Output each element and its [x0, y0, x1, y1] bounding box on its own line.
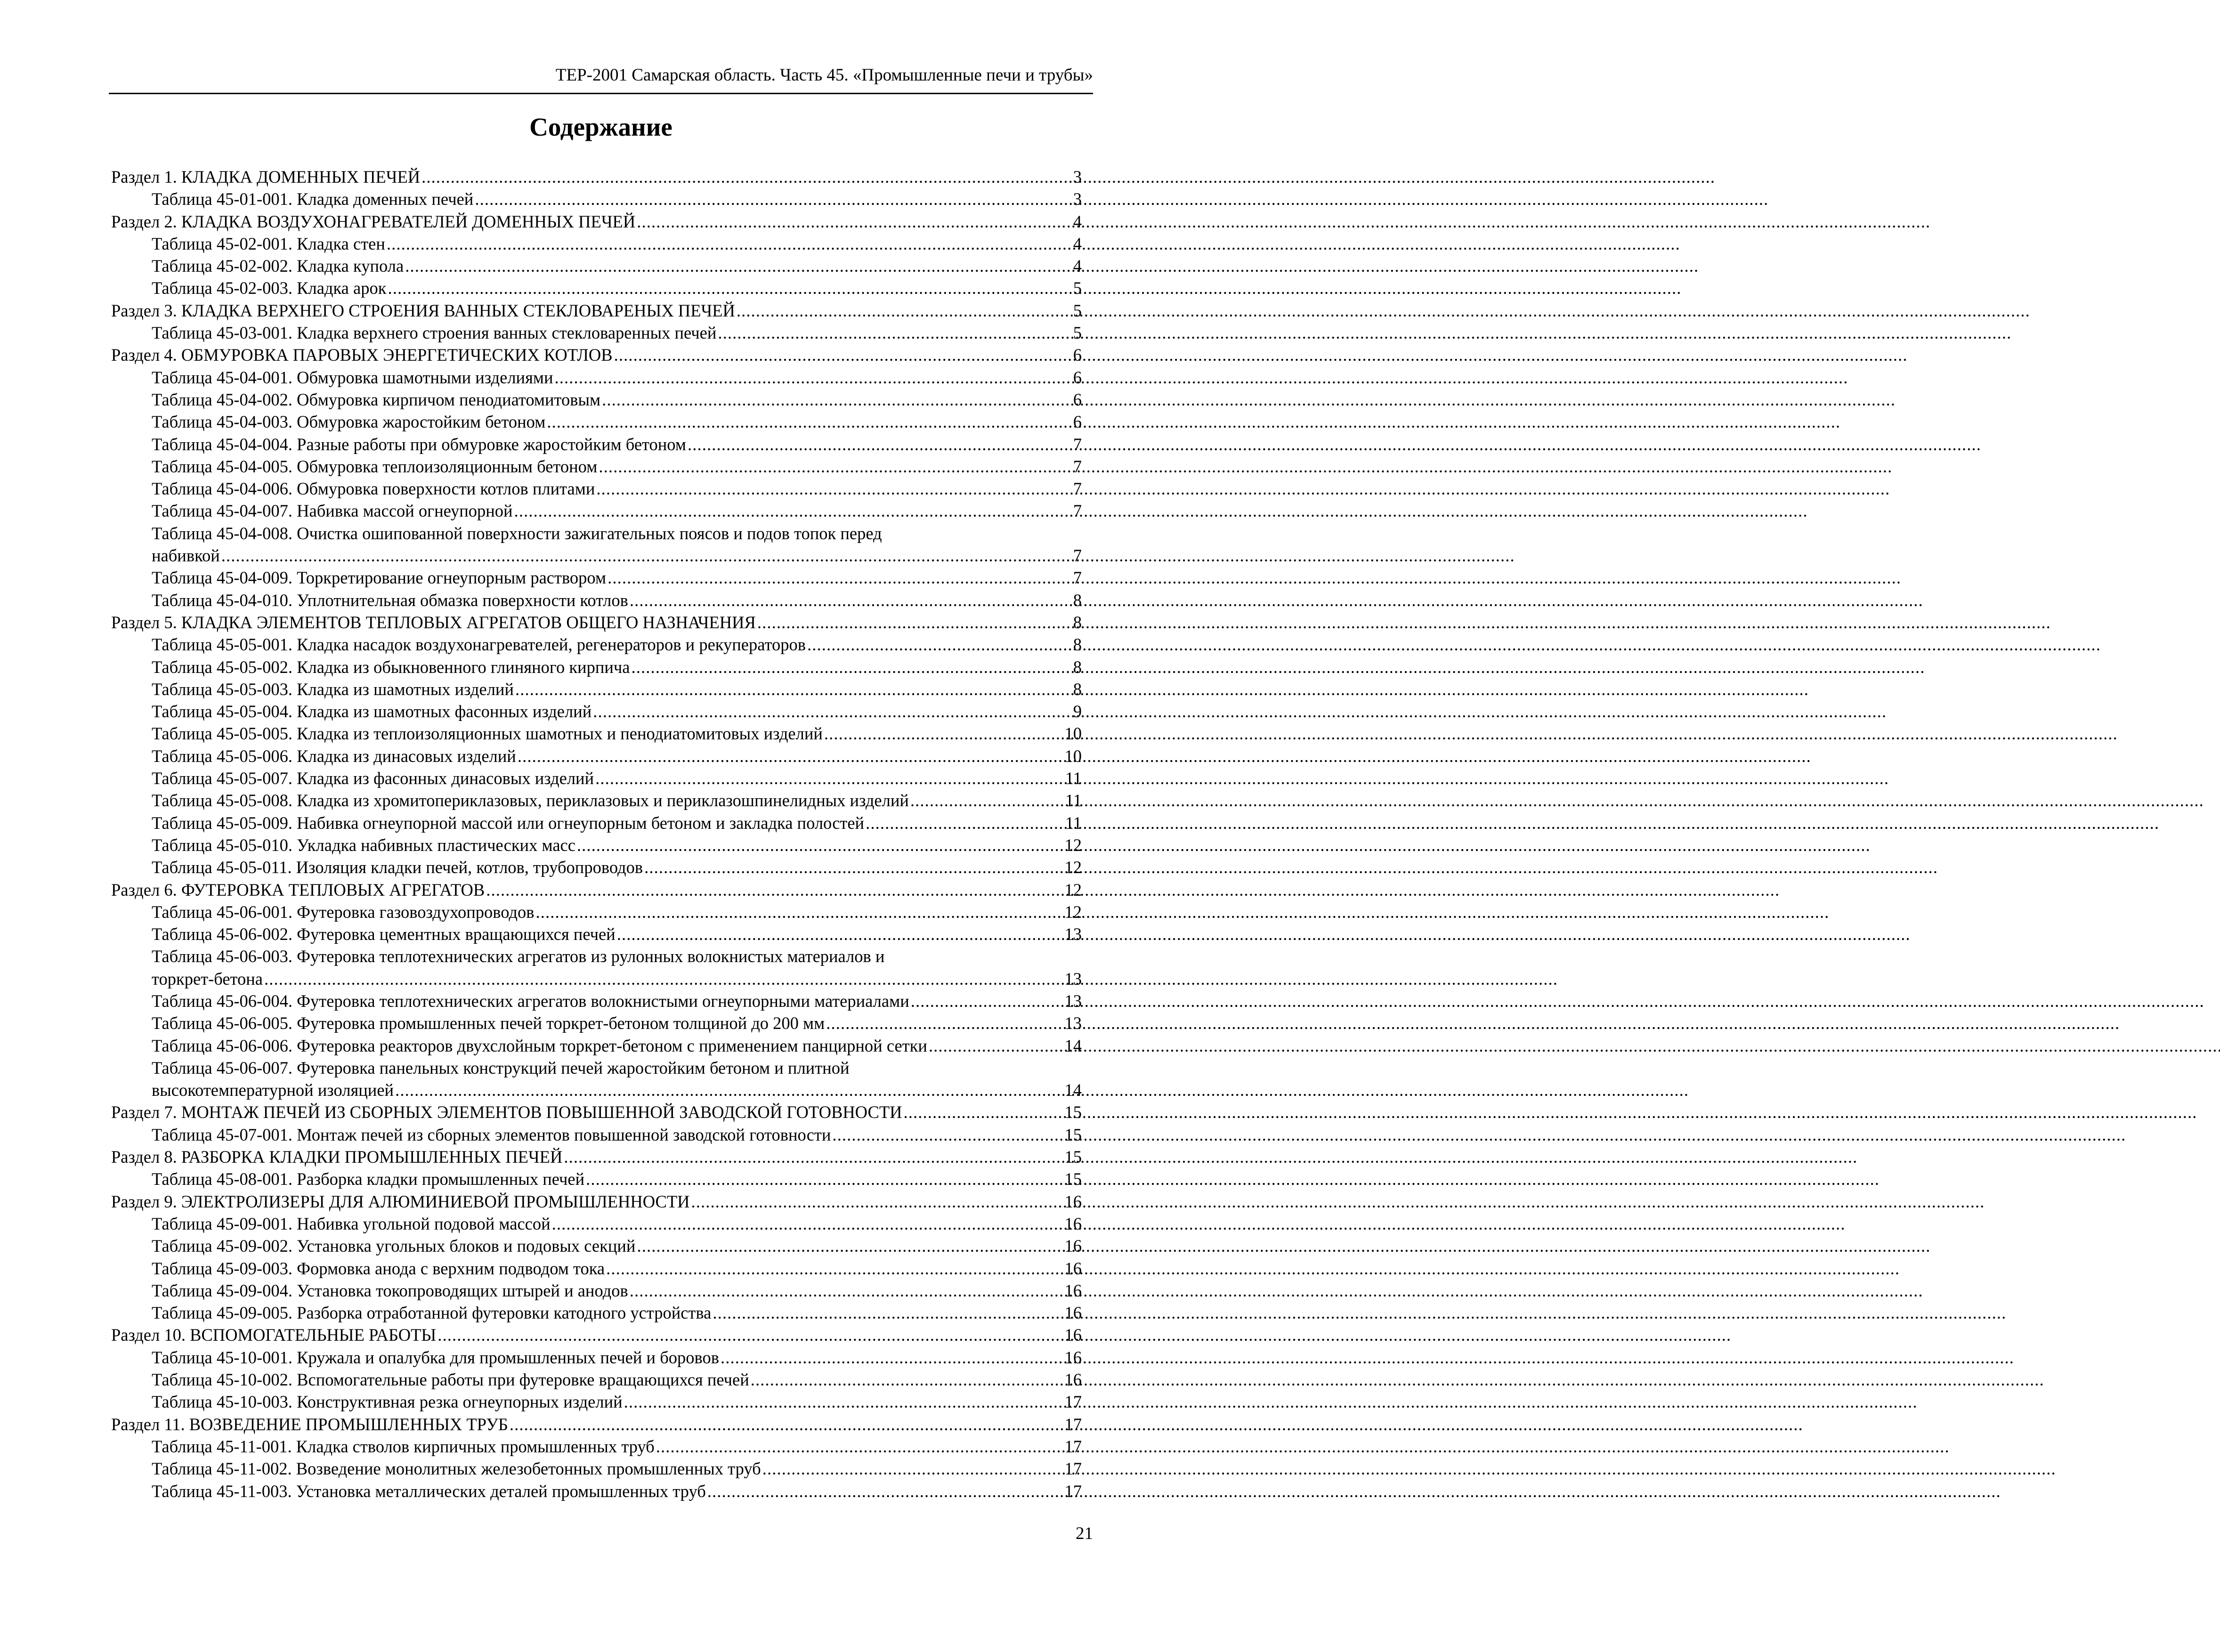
- toc-page-number: 11: [1065, 769, 1082, 788]
- toc-section-entry[interactable]: [111, 611, 1082, 633]
- toc-dot-leader: [866, 812, 1064, 834]
- toc-entry-title: Таблица 45-06-005. Футеровка промышленных печей торкрет-бетоном толщиной до 200 мм: [152, 1013, 825, 1033]
- toc-dot-leader: [596, 478, 1071, 500]
- toc-dot-leader: [577, 834, 1063, 856]
- toc-page-number: 13: [1064, 924, 1082, 944]
- toc-page-number: 13: [1064, 969, 1082, 988]
- toc-dot-leader: [535, 901, 1063, 923]
- toc-entry-title: Таблица 45-01-001. Кладка доменных печей: [152, 189, 474, 209]
- toc-table-entry[interactable]: [111, 411, 1082, 433]
- toc-section-entry[interactable]: [111, 1190, 1082, 1213]
- toc-entry-title: Таблица 45-06-002. Футеровка цементных вращающихся печей: [152, 924, 616, 944]
- toc-page-number: 7: [1073, 568, 1082, 588]
- toc-dot-leader: [264, 968, 1063, 990]
- toc-section-entry[interactable]: [111, 1101, 1082, 1123]
- toc-page-number: 7: [1073, 456, 1082, 476]
- toc-dot-leader: [614, 344, 1072, 366]
- toc-dot-leader: [630, 589, 1072, 611]
- toc-section-entry[interactable]: [111, 879, 1082, 901]
- toc-dot-leader: [599, 455, 1071, 478]
- toc-table-entry[interactable]: [111, 500, 1082, 522]
- toc-table-entry[interactable]: [111, 656, 1082, 678]
- toc-entry-title: Таблица 45-04-005. Обмуровка теплоизоляционным бетоном: [152, 456, 598, 476]
- toc-page-number: 16: [1064, 1214, 1082, 1233]
- toc-page-number: 7: [1073, 434, 1082, 454]
- toc-dot-leader: [221, 544, 1072, 567]
- toc-page-number: 5: [1073, 278, 1082, 298]
- toc-dot-leader: [564, 1146, 1063, 1168]
- toc-dot-leader: [510, 1413, 1063, 1435]
- toc-entry-title: Таблица 45-06-006. Футеровка реакторов двухслойным торкрет-бетоном с применением панцирной сетки: [152, 1036, 927, 1055]
- page-number: 21: [1076, 1524, 1093, 1543]
- toc-page-number: 7: [1073, 546, 1082, 566]
- toc-table-entry[interactable]: [111, 1435, 1082, 1458]
- toc-entry-title: Таблица 45-09-004. Установка токопроводящих штырей и анодов: [152, 1280, 628, 1300]
- toc-table-entry[interactable]: [111, 1012, 1082, 1034]
- toc-entry-title: Таблица 45-02-003. Кладка арок: [152, 278, 387, 298]
- toc-table-entry[interactable]: [111, 188, 1082, 210]
- toc-entry-title: Таблица 45-03-001. Кладка верхнего строения ванных стекловаренных печей: [152, 323, 717, 343]
- toc-entry-title: Таблица 45-11-003. Установка металлических деталей промышленных труб: [152, 1481, 706, 1501]
- toc-table-entry[interactable]: [111, 1279, 1082, 1302]
- toc-page-number: 14: [1064, 1036, 1082, 1055]
- page-title: Содержание: [529, 113, 672, 141]
- toc-entry-title: торкрет-бетона: [152, 969, 263, 988]
- toc-table-entry[interactable]: [111, 856, 1082, 878]
- toc-page-number: 6: [1073, 367, 1082, 387]
- toc-page-number: 10: [1064, 724, 1082, 744]
- toc-table-entry[interactable]: [111, 789, 1082, 811]
- toc-dot-leader: [388, 277, 1071, 299]
- toc-table-entry[interactable]: [111, 678, 1082, 700]
- toc-dot-leader: [713, 1302, 1063, 1324]
- toc-entry-title: Таблица 45-05-001. Кладка насадок воздухонагревателей, регенераторов и рекуператоров: [152, 635, 806, 655]
- toc-table-entry[interactable]: [111, 544, 1082, 567]
- toc-entry-title: Раздел 9. ЭЛЕКТРОЛИЗЕРЫ ДЛЯ АЛЮМИНИЕВОЙ ПРОМЫШЛЕННОСТИ: [111, 1191, 690, 1211]
- toc-page-number: 3: [1073, 167, 1082, 186]
- toc-entry-title: Таблица 45-06-004. Футеровка теплотехнических агрегатов волокнистыми огнеупорными материалами: [152, 991, 909, 1011]
- toc-table-entry[interactable]: [111, 901, 1082, 923]
- toc-page-number: 8: [1073, 612, 1082, 632]
- toc-dot-leader: [547, 411, 1071, 433]
- toc-entry-title: набивкой: [152, 546, 220, 566]
- toc-page-number: 11: [1065, 791, 1082, 810]
- toc-dot-leader: [737, 300, 1072, 322]
- toc-entry-title: Таблица 45-04-006. Обмуровка поверхности котлов плитами: [152, 479, 595, 499]
- toc-table-entry[interactable]: [111, 233, 1082, 255]
- toc-entry-title: Таблица 45-05-007. Кладка из фасонных динасовых изделий: [152, 769, 594, 788]
- toc-table-entry[interactable]: [111, 1369, 1082, 1391]
- toc-entry-title: Таблица 45-05-005. Кладка из теплоизоляционных шамотных и пенодиатомитовых изделий: [152, 724, 823, 744]
- toc-page-number: 11: [1065, 813, 1082, 833]
- toc-entry-title: Таблица 45-05-004. Кладка из шамотных фасонных изделий: [152, 702, 592, 721]
- toc-page-number: 15: [1064, 1102, 1082, 1122]
- toc-page-number: 17: [1064, 1481, 1082, 1501]
- toc-entry-title: Раздел 3. КЛАДКА ВЕРХНЕГО СТРОЕНИЯ ВАННЫХ СТЕКЛОВАРЕНЫХ ПЕЧЕЙ: [111, 300, 735, 320]
- toc-table-entry[interactable]: [111, 812, 1082, 834]
- toc-table-entry[interactable]: [111, 1168, 1082, 1190]
- toc-table-entry[interactable]: [111, 767, 1082, 789]
- toc-table-entry[interactable]: [111, 700, 1082, 722]
- toc-dot-leader: [630, 1279, 1063, 1302]
- toc-dot-leader: [762, 1458, 1063, 1480]
- toc-table-entry[interactable]: [111, 1480, 1082, 1502]
- toc-entry-title: Раздел 8. РАЗБОРКА КЛАДКИ ПРОМЫШЛЕННЫХ ПЕЧЕЙ: [111, 1147, 563, 1167]
- toc-page-number: 12: [1064, 858, 1082, 877]
- toc-entry-line[interactable]: Таблица 45-04-008. Очистка ошипованной поверхности зажигательных поясов и подов топок перед: [152, 523, 882, 543]
- toc-entry-title: Раздел 2. КЛАДКА ВОЗДУХОНАГРЕВАТЕЛЕЙ ДОМЕННЫХ ПЕЧЕЙ: [111, 211, 636, 231]
- toc-page-number: 17: [1064, 1436, 1082, 1456]
- toc-section-entry[interactable]: [111, 1413, 1082, 1435]
- toc-entry-title: Раздел 4. ОБМУРОВКА ПАРОВЫХ ЭНЕРГЕТИЧЕСКИХ КОТЛОВ: [111, 345, 613, 365]
- toc-table-entry[interactable]: [111, 478, 1082, 500]
- toc-page-number: 15: [1064, 1169, 1082, 1189]
- toc-entry-title: Таблица 45-09-001. Набивка угольной подовой массой: [152, 1214, 551, 1233]
- toc-entry-title: Таблица 45-02-001. Кладка стен: [152, 234, 385, 253]
- toc-section-entry[interactable]: [111, 344, 1082, 366]
- toc-page-number: 16: [1064, 1236, 1082, 1256]
- toc-page-number: 8: [1073, 590, 1082, 610]
- toc-entry-title: Раздел 10. ВСПОМОГАТЕЛЬНЫЕ РАБОТЫ: [111, 1325, 437, 1345]
- toc-page-number: 17: [1064, 1392, 1082, 1412]
- toc-table-entry[interactable]: [111, 1079, 1082, 1101]
- toc-table-entry[interactable]: [111, 322, 1082, 344]
- toc-page-number: 16: [1064, 1347, 1082, 1367]
- toc-table-entry[interactable]: [111, 745, 1082, 767]
- toc-page-number: 7: [1073, 501, 1082, 521]
- toc-dot-leader: [514, 500, 1072, 522]
- toc-table-entry[interactable]: [111, 968, 1082, 990]
- toc-dot-leader: [757, 611, 1072, 633]
- toc-entry-title: Таблица 45-10-001. Кружала и опалубка для промышленных печей и боровов: [152, 1347, 719, 1367]
- toc-dot-leader: [475, 188, 1071, 210]
- toc-dot-leader: [486, 879, 1063, 901]
- toc-page-number: 16: [1064, 1325, 1082, 1345]
- toc-entry-title: Таблица 45-04-010. Уплотнительная обмазка поверхности котлов: [152, 590, 628, 610]
- toc-entry-title: Таблица 45-05-002. Кладка из обыкновенного глиняного кирпича: [152, 657, 630, 677]
- toc-entry-title: Таблица 45-04-004. Разные работы при обмуровке жаростойким бетоном: [152, 434, 686, 454]
- toc-entry-title: Таблица 45-04-009. Торкретирование огнеупорным раствором: [152, 568, 607, 588]
- toc-page-number: 15: [1064, 1125, 1082, 1144]
- toc-dot-leader: [387, 233, 1072, 255]
- toc-page-number: 6: [1073, 412, 1082, 432]
- toc-page-number: 8: [1073, 679, 1082, 699]
- toc-dot-leader: [718, 322, 1071, 344]
- toc-table-entry[interactable]: [111, 389, 1082, 411]
- toc-table-entry[interactable]: [111, 1235, 1082, 1257]
- toc-entry-title: Раздел 5. КЛАДКА ЭЛЕМЕНТОВ ТЕПЛОВЫХ АГРЕГАТОВ ОБЩЕГО НАЗНАЧЕНИЯ: [111, 612, 756, 632]
- toc-dot-leader: [832, 1124, 1063, 1146]
- toc-page-number: 4: [1073, 234, 1082, 253]
- toc-table-entry[interactable]: [111, 567, 1082, 589]
- toc-dot-leader: [421, 166, 1072, 188]
- toc-table-entry[interactable]: [111, 1391, 1082, 1413]
- toc-table-entry[interactable]: [111, 722, 1082, 745]
- toc-page-number: 9: [1073, 702, 1082, 721]
- toc-dot-leader: [518, 745, 1063, 767]
- toc-table-entry[interactable]: [111, 255, 1082, 277]
- toc-entry-title: Таблица 45-02-002. Кладка купола: [152, 256, 404, 276]
- toc-dot-leader: [395, 1079, 1063, 1101]
- toc-entry-title: Таблица 45-04-002. Обмуровка кирпичом пенодиатомитовым: [152, 389, 601, 409]
- toc-table-entry[interactable]: [111, 1346, 1082, 1369]
- toc-table-entry[interactable]: [111, 923, 1082, 945]
- toc-entry-title: высокотемпературной изоляцией: [152, 1080, 394, 1100]
- toc-page-number: 5: [1073, 323, 1082, 343]
- toc-table-entry[interactable]: [111, 366, 1082, 389]
- toc-table-entry[interactable]: [111, 1257, 1082, 1279]
- toc-dot-leader: [911, 990, 1063, 1012]
- toc-page-number: 4: [1073, 256, 1082, 276]
- toc-entry-title: Таблица 45-05-009. Набивка огнеупорной массой или огнеупорным бетоном и закладка полостей: [152, 813, 865, 833]
- toc-entry-title: Раздел 7. МОНТАЖ ПЕЧЕЙ ИЗ СБОРНЫХ ЭЛЕМЕНТОВ ПОВЫШЕННОЙ ЗАВОДСКОЙ ГОТОВНОСТИ: [111, 1102, 902, 1122]
- toc-table-entry[interactable]: [111, 455, 1082, 478]
- running-header: ТЕР-2001 Самарская область. Часть 45. «Промышленные печи и трубы»: [555, 65, 1093, 85]
- toc-page-number: 7: [1073, 479, 1082, 499]
- toc-dot-leader: [552, 1213, 1063, 1235]
- toc-dot-leader: [595, 767, 1064, 789]
- toc-dot-leader: [438, 1324, 1063, 1346]
- toc-section-entry[interactable]: [111, 211, 1082, 233]
- toc-entry-title: Таблица 45-09-005. Разборка отработанной футеровки катодного устройства: [152, 1303, 712, 1323]
- toc-dot-leader: [606, 1257, 1063, 1279]
- toc-page-number: 15: [1064, 1147, 1082, 1167]
- toc-entry-title: Таблица 45-04-003. Обмуровка жаростойким бетоном: [152, 412, 546, 432]
- toc-dot-leader: [910, 789, 1064, 811]
- table-of-contents: [111, 166, 1082, 1502]
- toc-entry-title: Таблица 45-11-001. Кладка стволов кирпичных промышленных труб: [152, 1436, 655, 1456]
- toc-page-number: 16: [1064, 1191, 1082, 1211]
- toc-dot-leader: [637, 211, 1072, 233]
- toc-page-number: 4: [1073, 211, 1082, 231]
- toc-entry-title: Раздел 11. ВОЗВЕДЕНИЕ ПРОМЫШЛЕННЫХ ТРУБ: [111, 1414, 508, 1434]
- toc-dot-leader: [555, 366, 1072, 389]
- toc-dot-leader: [707, 1480, 1063, 1502]
- toc-entry-title: Таблица 45-06-001. Футеровка газовоздухопроводов: [152, 902, 535, 922]
- toc-dot-leader: [721, 1346, 1063, 1369]
- toc-page-number: 12: [1064, 835, 1082, 855]
- toc-dot-leader: [515, 678, 1072, 700]
- toc-dot-leader: [903, 1101, 1063, 1123]
- toc-page-number: 5: [1073, 300, 1082, 320]
- toc-dot-leader: [656, 1435, 1063, 1458]
- toc-dot-leader: [929, 1035, 1063, 1057]
- toc-page-number: 3: [1073, 189, 1082, 209]
- toc-table-entry[interactable]: [111, 1213, 1082, 1235]
- toc-dot-leader: [624, 1391, 1063, 1413]
- toc-dot-leader: [405, 255, 1072, 277]
- toc-table-entry[interactable]: [111, 589, 1082, 611]
- toc-dot-leader: [691, 1190, 1063, 1213]
- toc-table-entry[interactable]: [111, 633, 1082, 656]
- toc-table-entry[interactable]: [111, 277, 1082, 299]
- toc-dot-leader: [688, 433, 1072, 455]
- toc-page-number: 6: [1073, 389, 1082, 409]
- toc-dot-leader: [617, 923, 1063, 945]
- toc-entry-title: Таблица 45-09-002. Установка угольных блоков и подовых секций: [152, 1236, 636, 1256]
- toc-table-entry[interactable]: [111, 990, 1082, 1012]
- toc-dot-leader: [602, 389, 1072, 411]
- toc-entry-title: Таблица 45-05-003. Кладка из шамотных изделий: [152, 679, 514, 699]
- toc-page-number: 16: [1064, 1303, 1082, 1323]
- toc-entry-title: Таблица 45-05-008. Кладка из хромитопериклазовых, периклазовых и периклазошпинелидных изделий: [152, 791, 909, 810]
- toc-entry-line[interactable]: Таблица 45-06-007. Футеровка панельных конструкций печей жаростойким бетоном и плитной: [152, 1058, 850, 1077]
- toc-entry-title: Таблица 45-11-002. Возведение монолитных железобетонных промышленных труб: [152, 1459, 761, 1479]
- toc-entry-title: Таблица 45-09-003. Формовка анода с верхним подводом тока: [152, 1258, 605, 1278]
- toc-table-entry[interactable]: [111, 433, 1082, 455]
- toc-page-number: 13: [1064, 1013, 1082, 1033]
- toc-entry-title: Таблица 45-07-001. Монтаж печей из сборных элементов повышенной заводской готовности: [152, 1125, 831, 1144]
- toc-entry-line[interactable]: Таблица 45-06-003. Футеровка теплотехнических агрегатов из рулонных волокнистых материалов и: [152, 947, 885, 966]
- toc-page-number: 12: [1064, 902, 1082, 922]
- toc-section-entry[interactable]: [111, 1146, 1082, 1168]
- toc-table-entry[interactable]: [111, 1035, 1082, 1057]
- toc-page-number: 13: [1064, 991, 1082, 1011]
- toc-page-number: 10: [1064, 746, 1082, 766]
- toc-section-entry[interactable]: [111, 166, 1082, 188]
- toc-dot-leader: [826, 1012, 1063, 1034]
- toc-dot-leader: [807, 633, 1072, 656]
- toc-dot-leader: [608, 567, 1072, 589]
- header-divider: [109, 93, 1093, 94]
- toc-entry-title: Раздел 1. КЛАДКА ДОМЕННЫХ ПЕЧЕЙ: [111, 167, 421, 186]
- toc-entry-title: Таблица 45-05-010. Укладка набивных пластических масс: [152, 835, 575, 855]
- toc-dot-leader: [593, 700, 1072, 722]
- toc-page-number: 14: [1064, 1080, 1082, 1100]
- toc-section-entry[interactable]: [111, 1324, 1082, 1346]
- toc-table-entry[interactable]: [111, 1302, 1082, 1324]
- toc-dot-leader: [586, 1168, 1063, 1190]
- toc-entry-title: Раздел 6. ФУТЕРОВКА ТЕПЛОВЫХ АГРЕГАТОВ: [111, 880, 485, 899]
- toc-dot-leader: [824, 722, 1063, 745]
- toc-page-number: 8: [1073, 657, 1082, 677]
- toc-page-number: 17: [1064, 1414, 1082, 1434]
- toc-page-number: 16: [1064, 1370, 1082, 1390]
- toc-entry-title: Таблица 45-10-002. Вспомогательные работы при футеровке вращающихся печей: [152, 1370, 749, 1390]
- toc-entry-title: Таблица 45-08-001. Разборка кладки промышленных печей: [152, 1169, 585, 1189]
- toc-page-number: 12: [1064, 880, 1082, 899]
- toc-dot-leader: [751, 1369, 1063, 1391]
- toc-dot-leader: [631, 656, 1071, 678]
- toc-table-entry[interactable]: [111, 834, 1082, 856]
- toc-page-number: 16: [1064, 1258, 1082, 1278]
- toc-table-entry[interactable]: [111, 1124, 1082, 1146]
- toc-entry-title: Таблица 45-05-011. Изоляция кладки печей, котлов, трубопроводов: [152, 858, 643, 877]
- toc-page-number: 6: [1073, 345, 1082, 365]
- toc-page-number: 8: [1073, 635, 1082, 655]
- toc-entry-title: Таблица 45-05-006. Кладка из динасовых изделий: [152, 746, 516, 766]
- toc-page-number: 16: [1064, 1280, 1082, 1300]
- toc-page-number: 17: [1064, 1459, 1082, 1479]
- toc-dot-leader: [637, 1235, 1063, 1257]
- toc-table-entry[interactable]: [111, 1458, 1082, 1480]
- toc-entry-title: Таблица 45-04-001. Обмуровка шамотными изделиями: [152, 367, 553, 387]
- toc-entry-title: Таблица 45-04-007. Набивка массой огнеупорной: [152, 501, 513, 521]
- toc-section-entry[interactable]: [111, 300, 1082, 322]
- toc-dot-leader: [644, 856, 1063, 878]
- toc-entry-title: Таблица 45-10-003. Конструктивная резка огнеупорных изделий: [152, 1392, 623, 1412]
